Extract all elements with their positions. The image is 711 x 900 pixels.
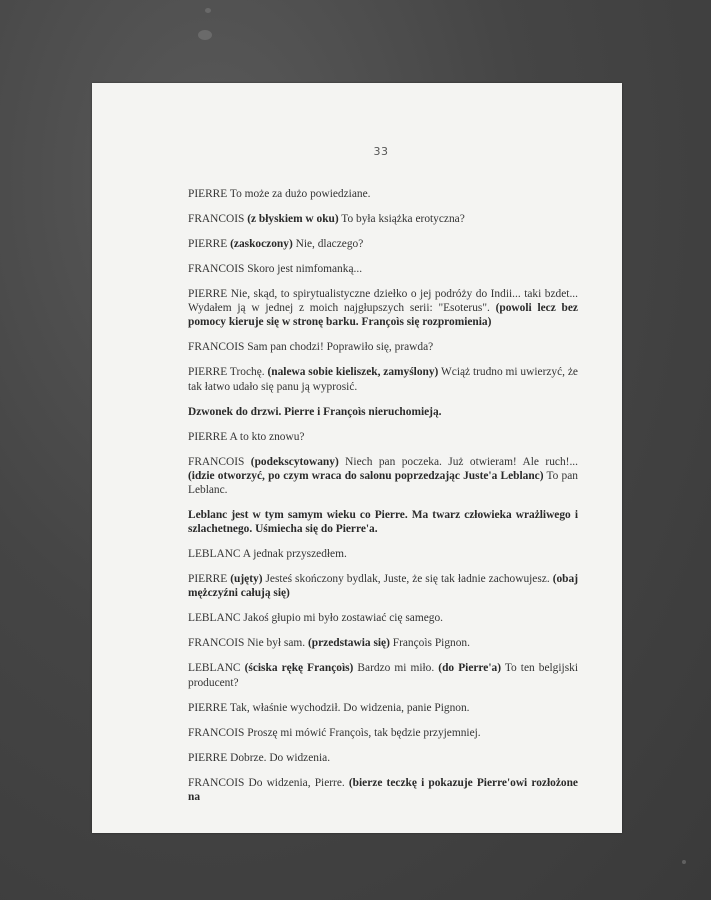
speech-text: Nie, dlaczego? <box>292 238 364 250</box>
stage-direction: (podekscytowany) <box>250 455 339 468</box>
dialogue-paragraph <box>188 726 578 740</box>
speech-text: A jednak przyszedłem. <box>242 548 347 561</box>
speaker-name: FRANCOIS <box>188 455 245 468</box>
dust-speck <box>205 8 211 13</box>
speech-text: Bardzo mi miło. <box>353 662 439 675</box>
speech-text: Proszę mi mówić Françoìs, tak będzie przyjemniej. <box>247 726 481 739</box>
dialogue-paragraph <box>188 365 578 393</box>
dialogue-paragraph <box>188 547 578 561</box>
stage-direction: Leblanc jest w tym samym wieku co Pierre. Ma twarz człowieka wrażliwego i szlachetnego. Uśmiecha się do Pierre'a. <box>188 509 578 536</box>
stage-direction: (idzie otworzyć, po czym wraca do salonu poprzedzając Juste'a Leblanc) <box>188 469 544 482</box>
dust-speck <box>198 30 212 40</box>
speech-text: Do widzenia, Pierre. <box>248 776 349 789</box>
speaker-name: FRANCOIS <box>188 776 245 789</box>
dialogue-paragraph <box>188 237 578 251</box>
stage-direction: (ściska rękę Françoìs) <box>244 662 354 675</box>
script-content <box>188 187 578 815</box>
stage-direction: (nalewa sobie kieliszek, zamyślony) <box>267 366 439 379</box>
dialogue-paragraph <box>188 455 578 498</box>
speaker-name: FRANCOIS <box>188 637 245 650</box>
speaker-name: FRANCOIS <box>188 341 245 354</box>
speaker-name: LEBLANC <box>188 548 241 561</box>
dialogue-paragraph <box>188 287 578 330</box>
speaker-name: FRANCOIS <box>188 213 245 225</box>
stage-direction-paragraph <box>188 508 578 536</box>
speech-text: A to kto znowu? <box>229 430 305 443</box>
dialogue-paragraph <box>188 430 578 444</box>
speaker-name: PIERRE <box>188 430 228 443</box>
speech-text: Jesteś skończony bydlak, Juste, że się tak ładnie zachowujesz. <box>262 573 553 586</box>
speaker-name: PIERRE <box>188 701 228 714</box>
speaker-name: PIERRE <box>188 751 228 764</box>
speech-text: Wciąż trudno mi uwierzyć, że tak łatwo udało się panu ją wyprosić. <box>188 366 578 393</box>
dialogue-paragraph <box>188 701 578 715</box>
speech-text: Françoìs Pignon. <box>389 637 470 650</box>
stage-direction: (bierze teczkę i pokazuje Pierre'owi rozłożone na <box>188 776 578 803</box>
speech-text: Nie był sam. <box>247 637 308 650</box>
dust-speck <box>682 860 686 864</box>
dialogue-paragraph <box>188 636 578 650</box>
stage-direction: (do Pierre'a) <box>438 662 501 675</box>
stage-direction-paragraph <box>188 405 578 419</box>
speech-text: To była książka erotyczna? <box>338 213 465 225</box>
speaker-name: FRANCOIS <box>188 726 245 739</box>
speech-text: Skoro jest nimfomanką... <box>247 263 363 275</box>
speaker-name: PIERRE <box>188 188 228 200</box>
speech-text: Dobrze. Do widzenia. <box>230 751 331 764</box>
stage-direction: (zaskoczony) <box>230 238 293 250</box>
stage-direction: (przedstawia się) <box>307 637 390 650</box>
speaker-name: PIERRE <box>188 573 228 586</box>
stage-direction: (z błyskiem w oku) <box>247 213 339 225</box>
speaker-name: LEBLANC <box>188 662 241 675</box>
dialogue-paragraph <box>188 212 578 226</box>
speech-text: Nie, skąd, to spirytualistyczne dziełko o jej podróży do Indii... taki bzdet... Wydałem ją w jednej z moich najgłupszych serii: "Esoterus". <box>188 288 578 315</box>
speech-text: Tak, właśnie wychodził. Do widzenia, panie Pignon. <box>229 701 470 714</box>
dialogue-paragraph <box>188 751 578 765</box>
speech-text: Niech pan poczeka. Już otwieram! Ale ruch!... <box>338 455 578 468</box>
stage-direction: (ujęty) <box>230 573 263 586</box>
dialogue-paragraph <box>188 661 578 689</box>
stage-direction: (obaj mężczyźni całują się) <box>188 573 578 600</box>
speech-text: Sam pan chodzi! Poprawiło się, prawda? <box>247 341 434 354</box>
speaker-name: LEBLANC <box>188 612 241 625</box>
speech-text: Trochę. <box>229 366 268 379</box>
document-page <box>92 83 622 833</box>
dialogue-paragraph <box>188 187 578 201</box>
dialogue-paragraph <box>188 776 578 804</box>
speaker-name: PIERRE <box>188 238 228 250</box>
speaker-name: FRANCOIS <box>188 263 245 275</box>
speaker-name: PIERRE <box>188 288 228 300</box>
page-number: 33 <box>373 145 389 158</box>
dialogue-paragraph <box>188 340 578 354</box>
speech-text: To może za dużo powiedziane. <box>229 188 371 200</box>
dialogue-paragraph <box>188 611 578 625</box>
speaker-name: PIERRE <box>188 366 228 379</box>
speech-text: To ten belgijski producent? <box>188 662 578 689</box>
dialogue-paragraph <box>188 262 578 276</box>
speech-text: To pan Leblanc. <box>188 469 578 497</box>
stage-direction: Dzwonek do drzwi. Pierre i Françoìs nieruchomieją. <box>188 405 442 418</box>
speech-text: Jakoś głupio mi było zostawiać cię samego. <box>243 612 443 625</box>
dialogue-paragraph <box>188 572 578 600</box>
stage-direction: (powoli lecz bez pomocy kieruje się w stronę barku. Françoìs się rozpromienia) <box>188 302 578 329</box>
